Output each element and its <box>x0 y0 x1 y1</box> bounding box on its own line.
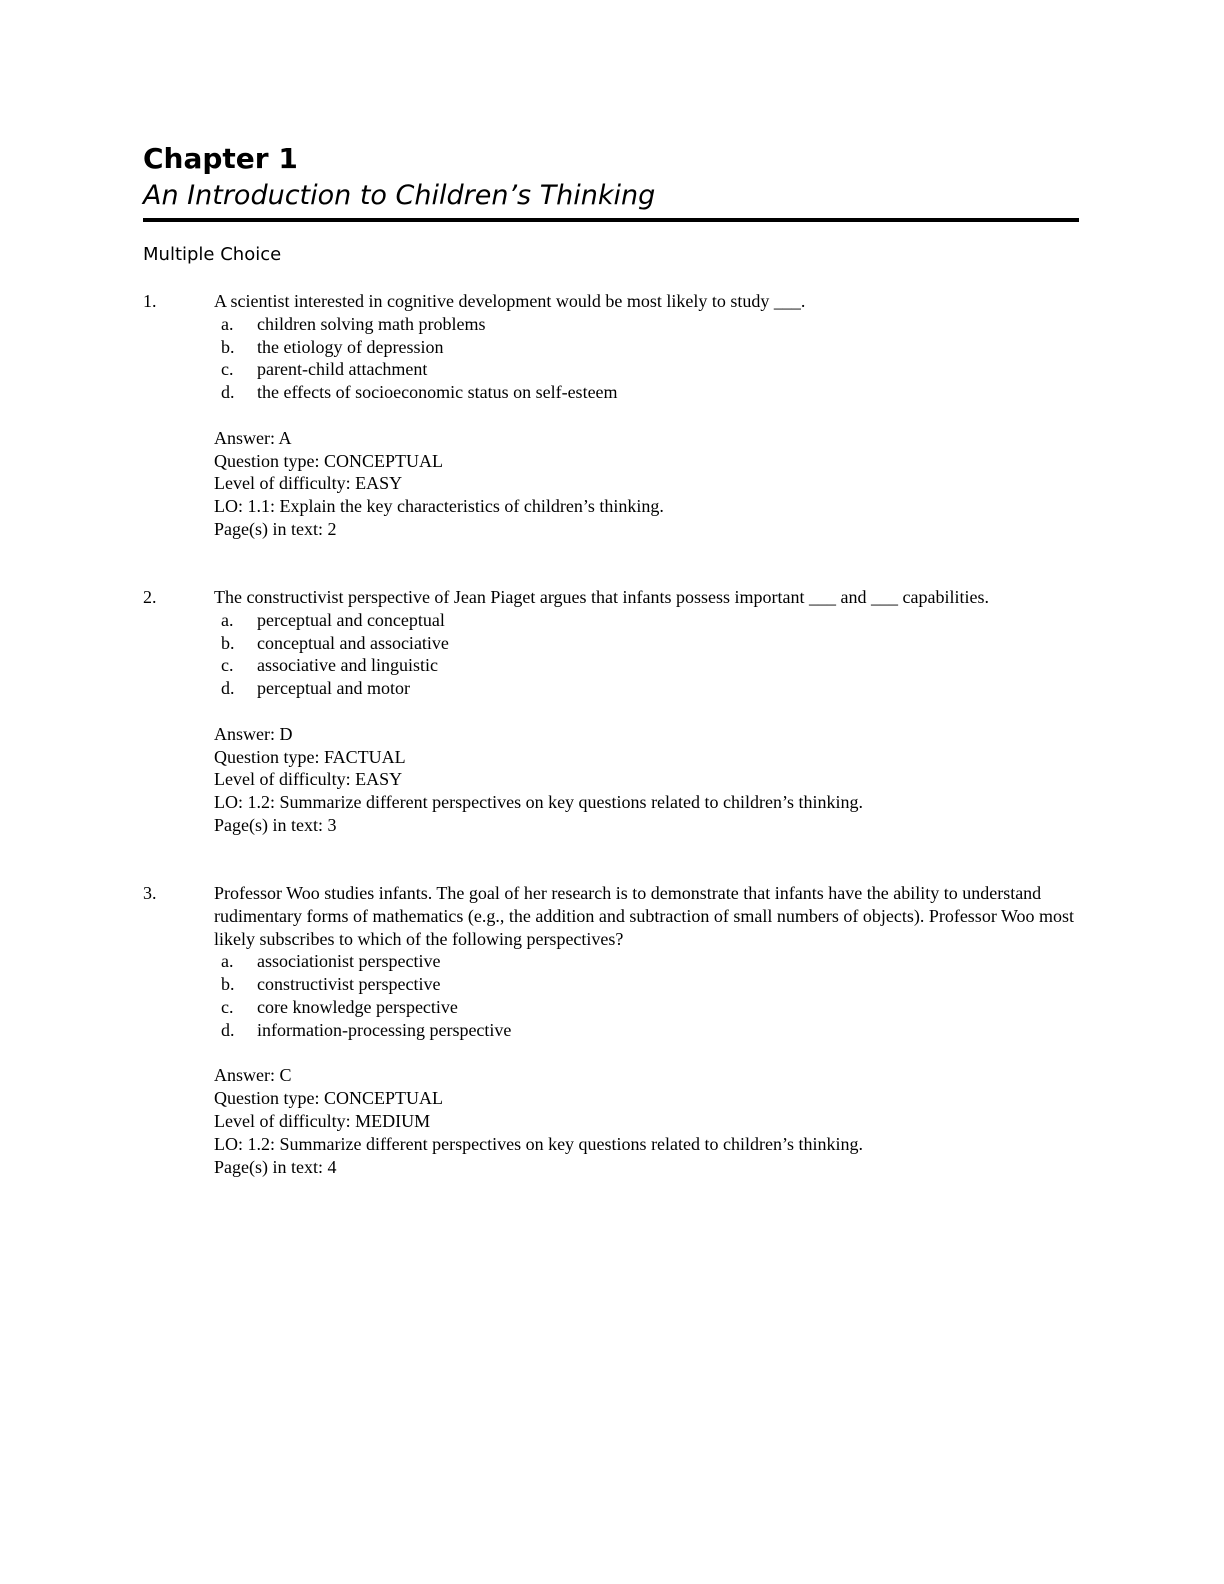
option-c <box>214 654 1083 677</box>
option-d <box>214 677 1083 700</box>
question-meta <box>214 1064 1083 1178</box>
question-type-line: Question type: CONCEPTUAL <box>214 1088 443 1109</box>
option-text: associationist perspective <box>257 951 441 972</box>
answer-line: Answer: D <box>214 723 293 744</box>
option-d <box>214 381 1083 404</box>
chapter-title: An Introduction to Children’s Thinking <box>143 180 656 211</box>
option-text: conceptual and associative <box>257 632 449 653</box>
option-list <box>214 950 1083 1041</box>
question-number: 1. <box>143 291 157 311</box>
question-2 <box>143 586 1083 837</box>
option-letter: d. <box>221 678 235 699</box>
option-list <box>214 609 1083 700</box>
answer-line: Answer: C <box>214 1065 292 1086</box>
option-text: children solving math problems <box>257 313 486 334</box>
pages-line: Page(s) in text: 2 <box>214 518 337 539</box>
option-text: perceptual and motor <box>257 678 410 699</box>
option-letter: c. <box>221 655 234 676</box>
question-type-line: Question type: CONCEPTUAL <box>214 450 443 471</box>
difficulty-line: Level of difficulty: MEDIUM <box>214 1110 431 1131</box>
option-letter: d. <box>221 1019 235 1040</box>
option-letter: a. <box>221 609 234 630</box>
question-number: 3. <box>143 883 157 903</box>
question-meta <box>214 427 1083 541</box>
learning-objective-line: LO: 1.2: Summarize different perspectives on key questions related to children’s thinking. <box>214 1133 864 1154</box>
question-stem: A scientist interested in cognitive development would be most likely to study ___. <box>214 291 806 311</box>
answer-line: Answer: A <box>214 427 292 448</box>
question-stem: The constructivist perspective of Jean Piaget argues that infants possess important ___ and ___ capabilities. <box>214 587 989 607</box>
question-number: 2. <box>143 587 157 607</box>
option-text: information-processing perspective <box>257 1019 512 1040</box>
question-body <box>214 290 1083 541</box>
option-letter: d. <box>221 382 235 403</box>
question-stem: Professor Woo studies infants. The goal of her research is to demonstrate that infants have the ability to understand rudimentary forms of mathematics (e.g., the addition and subtraction of small numbers of objects). Professor Woo most likely subscribes to which of the following perspectives? <box>214 883 1075 949</box>
header-rule <box>143 218 1079 222</box>
option-text: constructivist perspective <box>257 974 441 995</box>
option-b <box>214 973 1083 996</box>
option-b <box>214 336 1083 359</box>
difficulty-line: Level of difficulty: EASY <box>214 473 403 494</box>
option-a <box>214 609 1083 632</box>
option-text: the etiology of depression <box>257 336 444 357</box>
option-letter: c. <box>221 996 234 1017</box>
option-a <box>214 313 1083 336</box>
question-body <box>214 882 1083 1178</box>
option-letter: a. <box>221 313 234 334</box>
option-text: perceptual and conceptual <box>257 609 445 630</box>
option-letter: c. <box>221 359 234 380</box>
option-text: associative and linguistic <box>257 655 438 676</box>
chapter-number: Chapter 1 <box>143 142 298 175</box>
pages-line: Page(s) in text: 3 <box>214 814 337 835</box>
pages-line: Page(s) in text: 4 <box>214 1156 337 1177</box>
chapter-header <box>143 140 1079 214</box>
question-type-line: Question type: FACTUAL <box>214 746 406 767</box>
option-letter: b. <box>221 974 235 995</box>
question-3 <box>143 882 1083 1178</box>
option-text: the effects of socioeconomic status on self-esteem <box>257 382 618 403</box>
question-1 <box>143 290 1083 541</box>
option-c <box>214 996 1083 1019</box>
option-text: core knowledge perspective <box>257 996 458 1017</box>
option-list <box>214 313 1083 404</box>
option-letter: a. <box>221 951 234 972</box>
option-text: parent-child attachment <box>257 359 428 380</box>
option-c <box>214 358 1083 381</box>
question-body <box>214 586 1083 837</box>
option-letter: b. <box>221 632 235 653</box>
option-d <box>214 1019 1083 1042</box>
question-meta <box>214 723 1083 837</box>
learning-objective-line: LO: 1.2: Summarize different perspectives on key questions related to children’s thinking. <box>214 792 864 813</box>
option-a <box>214 950 1083 973</box>
difficulty-line: Level of difficulty: EASY <box>214 769 403 790</box>
learning-objective-line: LO: 1.1: Explain the key characteristics of children’s thinking. <box>214 496 664 517</box>
option-letter: b. <box>221 336 235 357</box>
option-b <box>214 632 1083 655</box>
section-heading: Multiple Choice <box>143 244 282 265</box>
